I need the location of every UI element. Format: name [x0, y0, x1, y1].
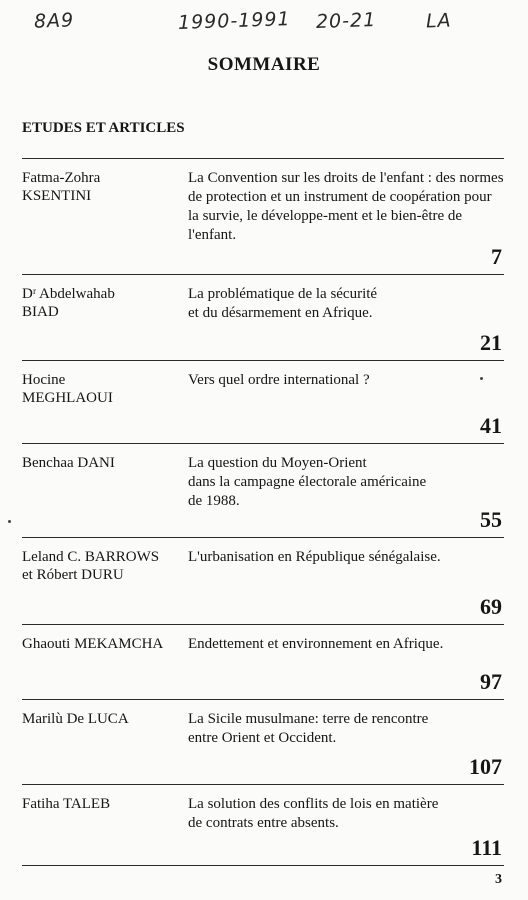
table-of-contents [22, 158, 504, 866]
entry-title: La question du Moyen-Orient dans la campagne électorale américaine de 1988. [188, 455, 427, 509]
entry-title: Vers quel ordre international ? [188, 372, 370, 388]
page-title: SOMMAIRE [207, 54, 321, 75]
entry-page-number: 55 [480, 507, 502, 532]
entry-author: Hocine MEGHLAOUI [22, 372, 113, 406]
entry-page-number: 7 [491, 244, 502, 269]
entry-page-number: 21 [480, 330, 502, 355]
entry-title: L'urbanisation en République sénégalaise. [188, 549, 441, 565]
entry-title: La Convention sur les droits de l'enfant : des normes de protection et un instrument de coopération pour la survie, le développe-ment et le bien-être de l'enfant. [188, 170, 504, 243]
entry-author: Leland C. BARROWS et Róbert DURU [22, 549, 160, 583]
entry-title: La solution des conflits de lois en matière de contrats entre absents. [188, 796, 439, 831]
toc-entry[interactable] [22, 537, 504, 624]
entry-page-number: 107 [469, 754, 502, 779]
toc-entry[interactable] [22, 624, 504, 699]
handwritten-note-4: LA [425, 9, 452, 33]
toc-entry[interactable] [22, 443, 504, 537]
entry-title: La problématique de la sécurité et du désarmement en Afrique. [188, 286, 378, 321]
scan-speck [8, 520, 11, 523]
handwritten-note-1: 8A9 [33, 9, 75, 33]
entry-author: Marilù De LUCA [22, 711, 129, 727]
entry-author: Fatma-Zohra KSENTINI [22, 170, 101, 204]
handwritten-note-3: 20-21 [315, 8, 377, 34]
toc-entry[interactable] [22, 360, 504, 443]
page-number: 3 [495, 872, 502, 887]
scan-speck [480, 377, 483, 380]
entry-author: Ghaouti MEKAMCHA [22, 636, 164, 652]
entry-page-number: 69 [480, 594, 502, 619]
entry-author: Dʳ Abdelwahab BIAD [22, 286, 115, 320]
entry-page-number: 97 [480, 669, 502, 694]
toc-entry[interactable] [22, 699, 504, 784]
toc-entry[interactable] [22, 784, 504, 866]
entry-author: Fatiha TALEB [22, 796, 111, 812]
section-heading: ETUDES ET ARTICLES [22, 120, 185, 136]
entry-title: Endettement et environnement en Afrique. [188, 636, 444, 652]
entry-title: La Sicile musulmane: terre de rencontre entre Orient et Occident. [188, 711, 429, 746]
toc-entry[interactable] [22, 158, 504, 274]
entry-page-number: 111 [471, 835, 502, 860]
handwritten-note-2: 1990-1991 [177, 8, 291, 34]
toc-entry[interactable] [22, 274, 504, 360]
entry-author: Benchaa DANI [22, 455, 115, 471]
entry-page-number: 41 [480, 413, 502, 438]
